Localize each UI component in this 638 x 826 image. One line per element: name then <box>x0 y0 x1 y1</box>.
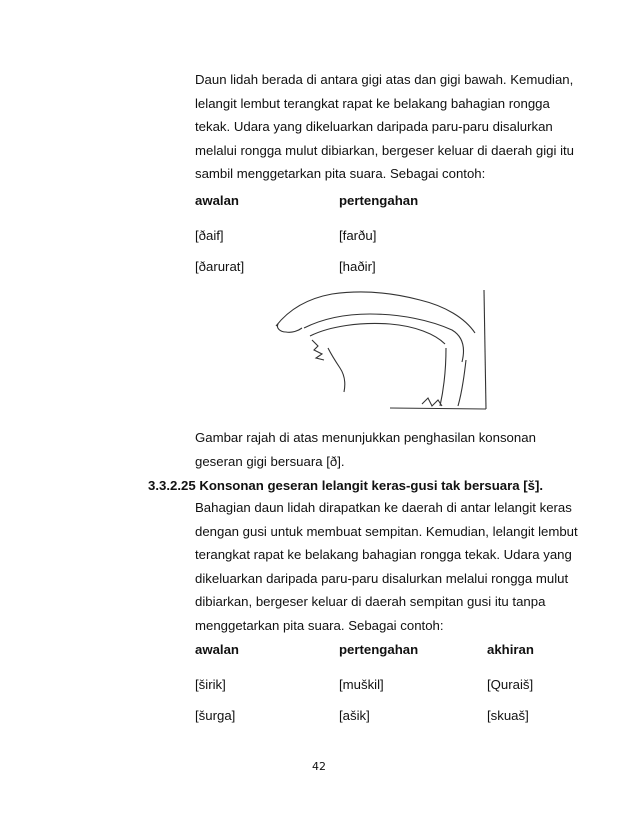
page-number: 42 <box>312 760 326 773</box>
column-header: akhiran <box>487 642 534 657</box>
table-cell: [šurga] <box>195 708 236 723</box>
text-line: lelangit lembut terangkat rapat ke belakang bahagian rongga <box>195 95 550 111</box>
text-line: Daun lidah berada di antara gigi atas dan gigi bawah. Kemudian, <box>195 72 574 87</box>
larynx <box>422 398 442 406</box>
text-line: sambil menggetarkan pita suara. Sebagai contoh: <box>195 166 486 182</box>
figure-border-bottom <box>390 408 486 409</box>
table-cell: [muškil] <box>339 677 384 692</box>
column-header: awalan <box>195 642 239 657</box>
pharynx-wall <box>458 360 466 406</box>
section-heading: 3.3.2.25 Konsonan geseran lelangit keras-gusi tak bersuara [š]. <box>148 478 544 493</box>
text-line: melalui rongga mulut dibiarkan, bergeser keluar di daerah gigi itu <box>195 142 574 158</box>
text-line: Gambar rajah di atas menunjukkan penghasilan konsonan <box>195 430 536 445</box>
column-header: pertengahan <box>339 193 419 208</box>
teeth <box>312 340 324 360</box>
figure-border-right <box>484 290 486 409</box>
text-line: terangkat rapat ke belakang bahagian rongga tekak. Udara yang <box>195 547 572 563</box>
table-cell: [ðaif] <box>195 228 224 243</box>
table-cell: [ašik] <box>339 708 370 723</box>
table-cell: [haðir] <box>339 259 376 274</box>
text-line: geseran gigi bersuara [ð]. <box>195 453 345 469</box>
text-line: dikeluarkan daripada paru-paru disalurkan melalui rongga mulut <box>195 570 569 586</box>
upper-lip <box>277 324 302 332</box>
table-cell: [ðarurat] <box>195 259 245 274</box>
tongue-top <box>304 314 464 362</box>
column-header: awalan <box>195 193 239 208</box>
table-cell: [farðu] <box>339 228 377 243</box>
lower-jaw <box>328 348 345 392</box>
tongue-inner <box>310 324 445 345</box>
text-line: dibiarkan, bergeser keluar di daerah sempitan gusi itu tanpa <box>195 594 546 610</box>
paragraph-2 <box>195 496 595 638</box>
text-line: dengan gusi untuk membuat sempitan. Kemudian, lelangit lembut <box>195 523 578 539</box>
text-line: Bahagian daun lidah dirapatkan ke daerah di antar lelangit keras <box>195 500 572 515</box>
table-cell: [Quraiš] <box>487 677 534 692</box>
text-line: tekak. Udara yang dikeluarkan daripada paru-paru disalurkan <box>195 119 553 135</box>
paragraph-1 <box>195 68 595 186</box>
throat-wall <box>440 348 446 406</box>
table-cell: [skuaš] <box>487 708 529 723</box>
column-header: pertengahan <box>339 642 419 657</box>
vocal-tract-diagram <box>270 288 488 411</box>
table-cell: [širik] <box>195 677 226 692</box>
text-line: menggetarkan pita suara. Sebagai contoh: <box>195 617 444 633</box>
figure-caption <box>195 426 595 473</box>
